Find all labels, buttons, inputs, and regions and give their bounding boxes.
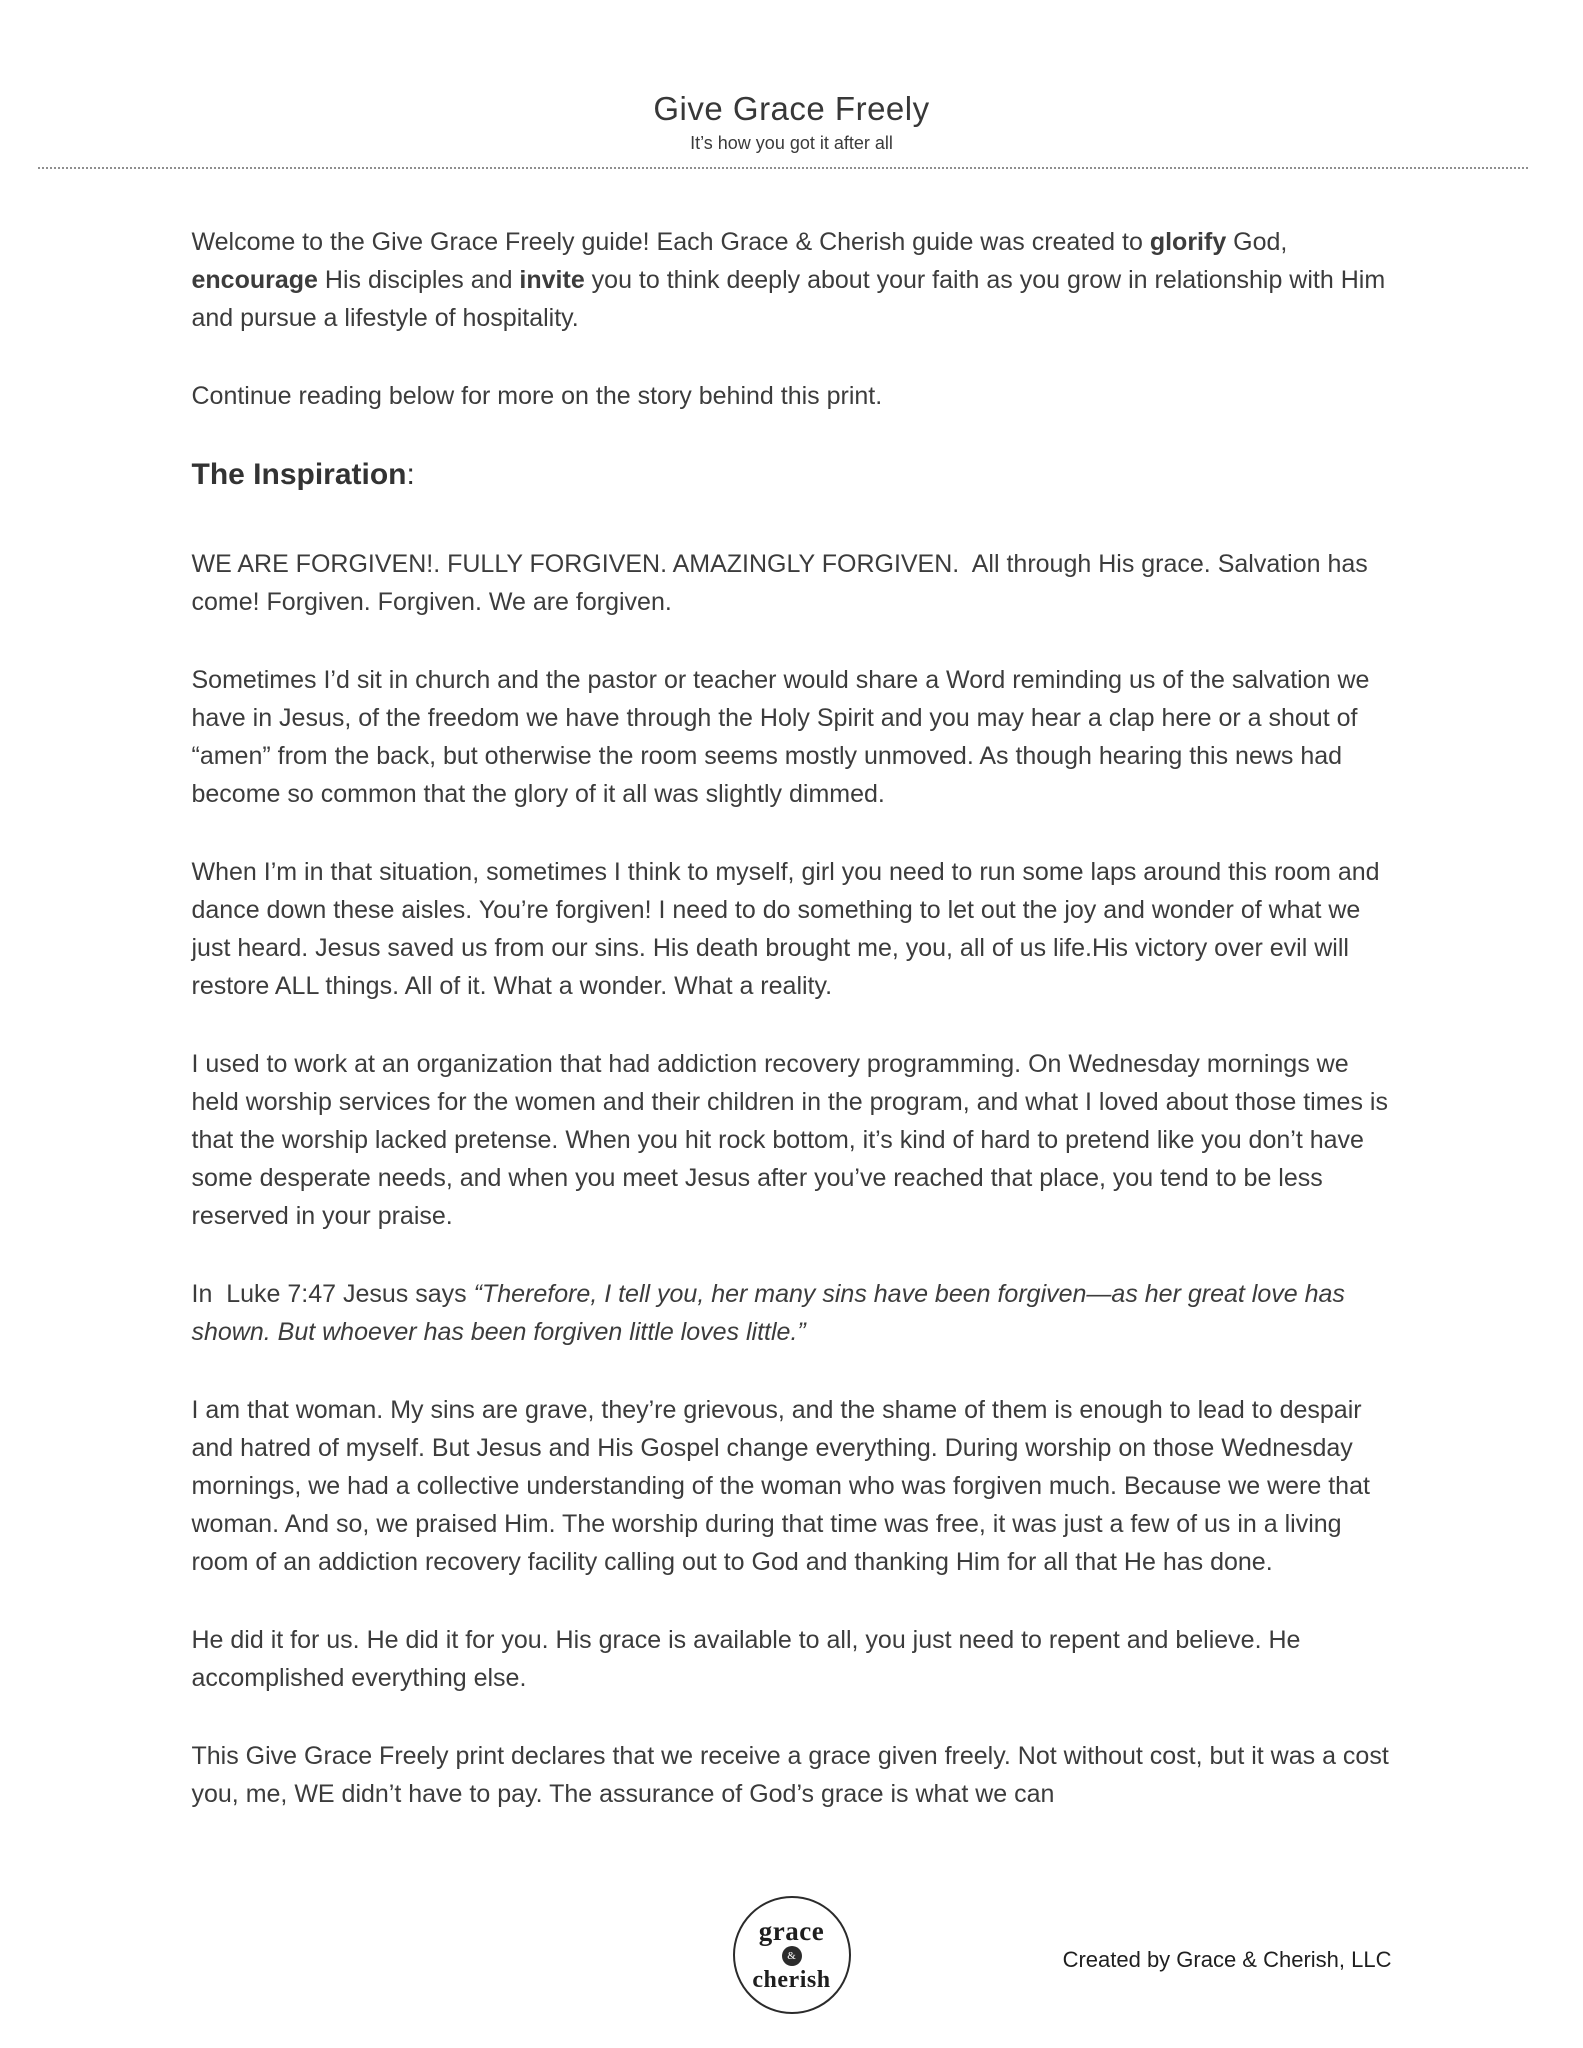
paragraph xyxy=(192,377,1392,415)
attribution-text: Created by Grace & Cherish, LLC xyxy=(1062,1947,1392,1973)
footer-inner xyxy=(192,1896,1392,2014)
text-run: glorify xyxy=(1149,228,1227,256)
grace-cherish-logo xyxy=(733,1896,851,2014)
text-run: I used to work at an organization that had addiction recovery programming. On Wednesday mornings we held worship services for the women and their children in the program, and what I loved about those times is that the worship lacked pretense. When you hit rock bottom, it’s kind of hard to pretend like you don’t have some desperate needs, and when you meet Jesus after you’ve reached that place, you tend to be less reserved in your praise. xyxy=(191,1050,1395,1230)
text-run: In Luke 7:47 Jesus says xyxy=(191,1280,474,1308)
text-run: Welcome to the Give Grace Freely guide! Each Grace & Cherish guide was created to xyxy=(191,228,1150,256)
text-run: I am that woman. My sins are grave, they’re grievous, and the shame of them is enough to lead to despair and hatred of myself. But Jesus and His Gospel change everything. During worship on those Wednesday mornings, we had a collective understanding of the woman who was forgiven much. Because we were that woman. And so, we praised Him. The worship during that time was free, it was just a few of us in a living room of an addiction recovery facility calling out to God and thanking Him for all that He has done. xyxy=(191,1396,1377,1576)
text-run: you to think deeply about your faith as you grow in relationship with Him and pursue a lifestyle of hospitality. xyxy=(191,266,1393,332)
document-footer xyxy=(0,1866,1583,2048)
document-body xyxy=(191,169,1396,1853)
logo-ampersand-icon: & xyxy=(782,1946,802,1966)
paragraph xyxy=(192,853,1392,1005)
text-run: This Give Grace Freely print declares that we receive a grace given freely. Not without cost, but it was a cost you, me, WE didn’t have to pay. The assurance of God’s grace is what we can xyxy=(191,1742,1396,1808)
text-run: When I’m in that situation, sometimes I think to myself, girl you need to run some laps around this room and dance down these aisles. You’re forgiven! I need to do something to let out the joy and wonder of what we just heard. Jesus saved us from our sins. His death brought me, you, all of us life.His victory over evil will restore ALL things. All of it. What a wonder. What a reality. xyxy=(191,858,1387,1000)
paragraph xyxy=(192,545,1392,621)
paragraph xyxy=(192,661,1392,813)
paragraph xyxy=(192,1621,1392,1697)
section-heading xyxy=(192,455,1392,495)
text-run: “Therefore, I tell you, her many sins have been forgiven—as her great love has shown. But whoever has been forgiven little loves little.” xyxy=(191,1280,1352,1346)
paragraph xyxy=(192,223,1392,337)
text-run: God, xyxy=(1226,228,1295,256)
text-run: invite xyxy=(519,266,585,294)
text-run: Sometimes I’d sit in church and the pastor or teacher would share a Word reminding us of the salvation we have in Jesus, of the freedom we have through the Holy Spirit and you may hear a clap here or a shout of “amen” from the back, but otherwise the room seems mostly unmoved. As though hearing this news had become so common that the glory of it all was slightly dimmed. xyxy=(191,666,1377,808)
logo-word-grace: grace xyxy=(758,1916,825,1946)
paragraph xyxy=(192,1275,1392,1351)
text-run: WE ARE FORGIVEN!. FULLY FORGIVEN. AMAZINGLY FORGIVEN. All through His grace. Salvation has come! Forgiven. Forgiven. We are forgiven. xyxy=(191,550,1375,616)
text-run: His disciples and xyxy=(317,266,520,294)
paragraph xyxy=(191,1737,1396,1813)
text-run: Continue reading below for more on the story behind this print. xyxy=(191,382,883,410)
page-title: Give Grace Freely xyxy=(653,90,930,127)
text-run: He did it for us. He did it for you. His grace is available to all, you just need to repent and believe. He accomplished everything else. xyxy=(191,1626,1308,1692)
paragraph xyxy=(191,1045,1395,1235)
logo-word-cherish: cherish xyxy=(752,1967,831,1993)
document-header xyxy=(0,0,1583,154)
text-run: : xyxy=(406,458,415,491)
page-subtitle: It’s how you got it after all xyxy=(690,133,893,153)
paragraph xyxy=(192,1391,1392,1581)
text-run: The Inspiration xyxy=(191,458,407,491)
text-run: encourage xyxy=(191,266,318,294)
